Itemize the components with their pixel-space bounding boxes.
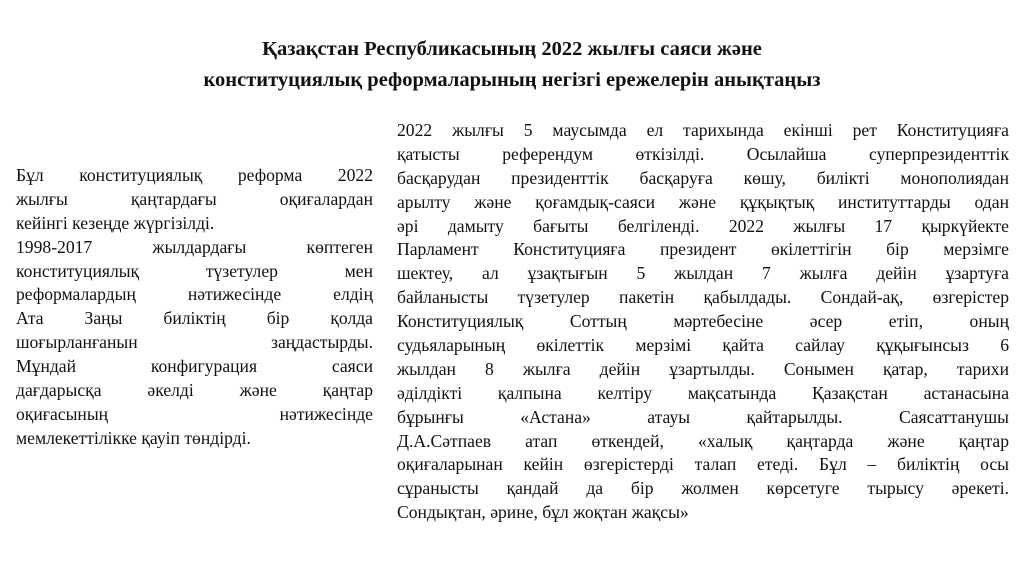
left-text-line: шоғырланғанын заңдастырды.: [16, 332, 373, 353]
right-text-line: арылту және қоғамдық-саяси және құқықтық институттарды одан: [397, 191, 1009, 212]
right-text-line: оқиғаларынан кейін өзгерістерді талап етеді. Бұл – биліктің осы: [397, 454, 1009, 475]
right-text-line: жылдан 8 жылға дейін ұзартылды. Сонымен қатар, тарихи: [397, 358, 1009, 379]
right-text-column: [397, 119, 1009, 525]
right-text-line: Парламент Конституцияға президент өкілеттігін бір мерзімге: [397, 239, 1009, 260]
left-text-line: Бұл конституциялық реформа 2022: [16, 165, 373, 185]
right-text-line: Сондықтан, әрине, бұл жоқтан жақсы»: [397, 502, 689, 523]
right-text-line: 2022 жылғы 5 маусымда ел тарихында екінші рет Конституцияға: [397, 120, 1009, 140]
right-text-line: әрі дамыту бағыты белгіленді. 2022 жылғы 17 қыркүйекте: [397, 215, 1009, 236]
right-text-line: әділдікті қалпына келтіру мақсатында Қазақстан астанасына: [397, 382, 1009, 403]
left-text-line: кейінгі кезеңде жүргізілді.: [16, 212, 215, 233]
right-text-line: шектеу, ал ұзақтығын 5 жылдан 7 жылға дейін ұзартуға: [397, 263, 1009, 284]
left-text-line: оқиғасының нәтижесінде: [16, 403, 373, 424]
right-text-line: байланысты түзетулер пакетін қабылдады. Сондай-ақ, өзгерістер: [397, 287, 1009, 308]
left-text-line: реформалардың нәтижесінде елдің: [16, 284, 373, 305]
title-line-2: конституциялық реформаларының негізгі ережелерін анықтаңыз: [203, 69, 821, 91]
right-text-line: сұранысты қандай да бір жолмен көрсетуге тырысу әрекеті.: [397, 478, 1009, 499]
left-text-line: Ата Заңы биліктің бір қолда: [16, 308, 373, 329]
left-text-column: [16, 164, 373, 451]
left-text-line: мемлекеттілікке қауіп төндірді.: [16, 427, 251, 448]
left-text-line: конституциялық түзетулер мен: [16, 260, 373, 281]
right-text-line: судьяларының өкілеттік мерзімі қайта сайлау құқығынсыз 6: [397, 335, 1009, 356]
right-text-line: Д.А.Сәтпаев атап өткендей, «халық қаңтарда және қаңтар: [397, 430, 1009, 451]
title-line-1: Қазақстан Республикасының 2022 жылғы саяси және: [262, 38, 762, 60]
right-text-line: бұрынғы «Астана» атауы қайтарылды. Саясаттанушы: [397, 406, 1009, 427]
left-text-line: Мұндай конфигурация саяси: [16, 356, 373, 377]
right-text-line: Конституциялық Соттың мәртебесіне әсер етіп, оның: [397, 311, 1009, 332]
right-text-line: басқарудан президенттік басқаруға көшу, билікті монополиядан: [397, 167, 1009, 188]
right-text-line: қатысты референдум өткізілді. Осылайша суперпрезиденттік: [397, 143, 1009, 164]
left-text-line: 1998-2017 жылдардағы көптеген: [16, 236, 373, 257]
slide-title: [100, 34, 924, 96]
left-text-line: дағдарысқа әкелді және қаңтар: [16, 380, 373, 401]
left-text-line: жылғы қаңтардағы оқиғалардан: [16, 188, 373, 209]
